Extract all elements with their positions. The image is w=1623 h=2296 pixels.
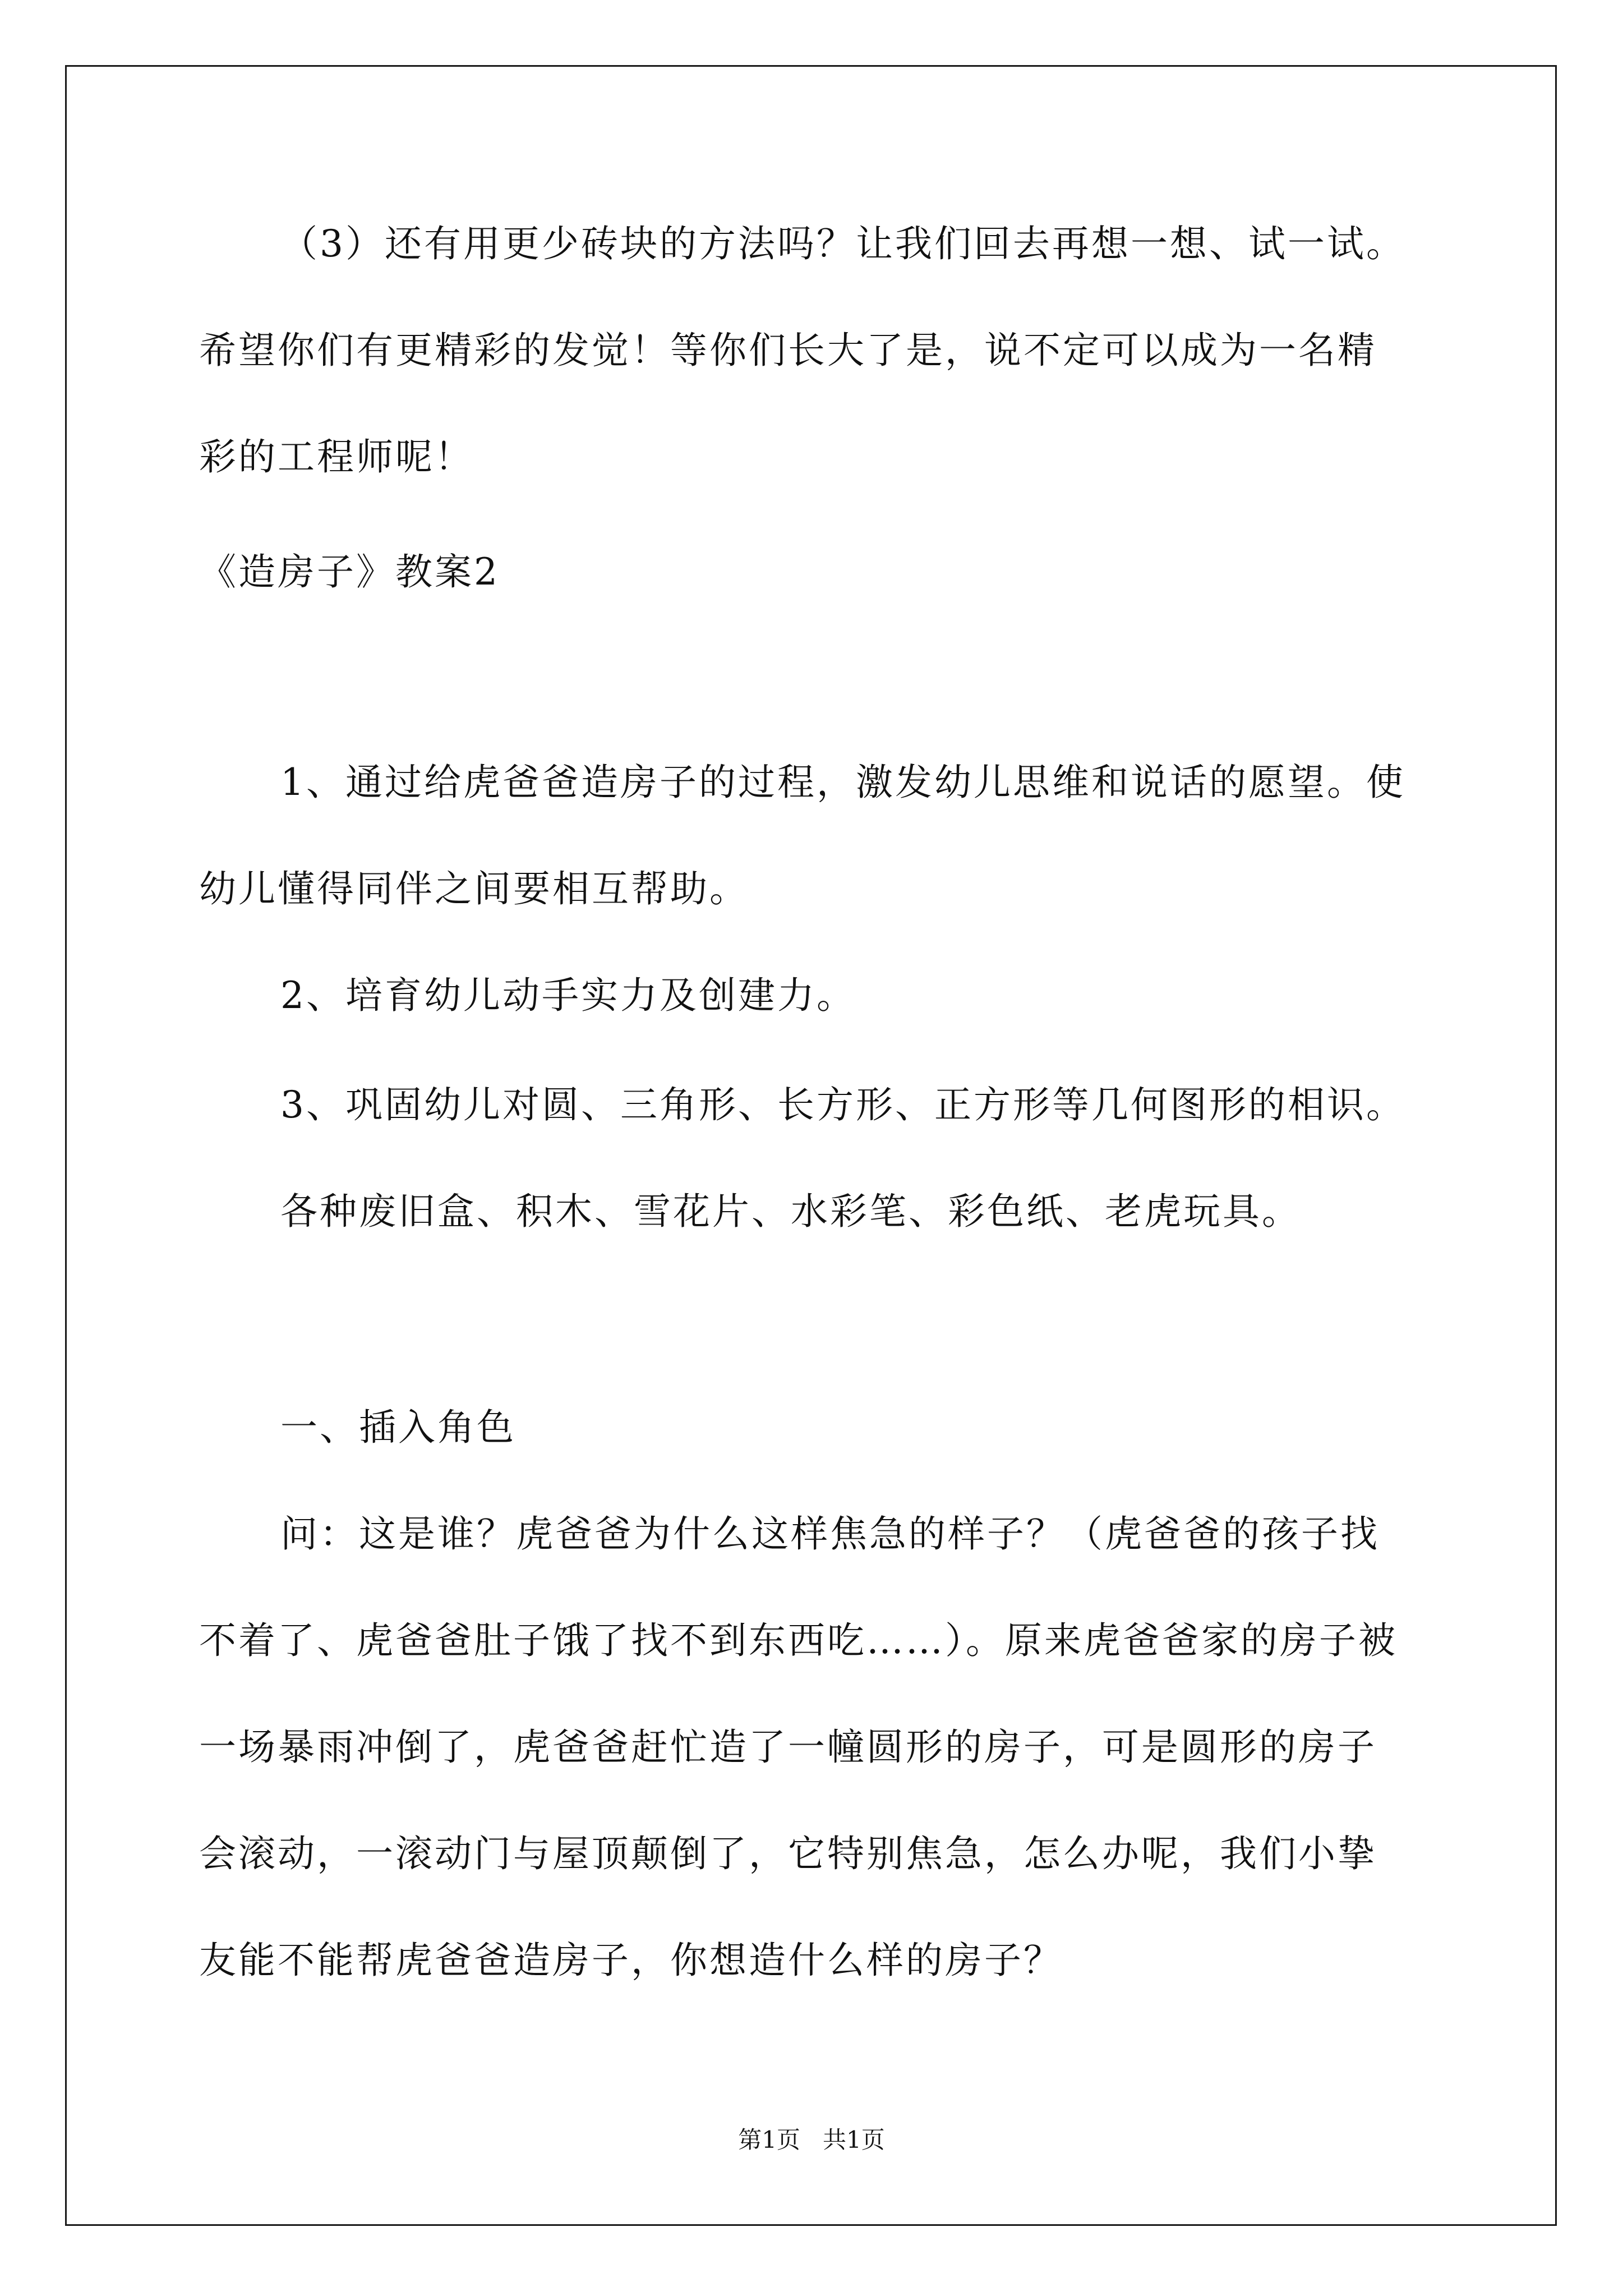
paragraph-line: 一场暴雨冲倒了，虎爸爸赶忙造了一幢圆形的房子，可是圆形的房子 xyxy=(199,1726,1377,1769)
paragraph-line: 友能不能帮虎爸爸造房子，你想造什么样的房子？ xyxy=(199,1939,1063,1982)
section-heading: 《造房子》教案2 xyxy=(199,550,500,593)
paragraph-line: 1、通过给虎爸爸造房子的过程，激发幼儿思维和说话的愿望。使 xyxy=(280,761,1405,804)
paragraph-line: 问：这是谁？虎爸爸为什么这样焦急的样子？（虎爸爸的孩子找 xyxy=(280,1512,1380,1556)
subheading: 一、插入角色 xyxy=(280,1406,516,1449)
paragraph-line: 彩的工程师呢！ xyxy=(199,435,474,478)
paragraph-line: 不着了、虎爸爸肚子饿了找不到东西吃……）。原来虎爸爸家的房子被 xyxy=(199,1619,1398,1662)
page-number-footer: 第1页 共1页 xyxy=(738,2126,885,2154)
paragraph-line: 2、培育幼儿动手实力及创建力。 xyxy=(280,974,856,1017)
paragraph-line: （3）还有用更少砖块的方法吗？让我们回去再想一想、试一试。 xyxy=(280,222,1405,265)
paragraph-line: 幼儿懂得同伴之间要相互帮助。 xyxy=(199,867,749,910)
paragraph-line: 会滚动，一滚动门与屋顶颠倒了，它特别焦急，怎么办呢，我们小挚 xyxy=(199,1832,1377,1875)
paragraph-line: 希望你们有更精彩的发觉！等你们长大了是，说不定可以成为一名精 xyxy=(199,329,1377,372)
paragraph-line: 3、巩固幼儿对圆、三角形、长方形、正方形等几何图形的相识。 xyxy=(280,1083,1405,1126)
page-border xyxy=(65,65,1557,2226)
paragraph-line: 各种废旧盒、积木、雪花片、水彩笔、彩色纸、老虎玩具。 xyxy=(280,1190,1301,1233)
